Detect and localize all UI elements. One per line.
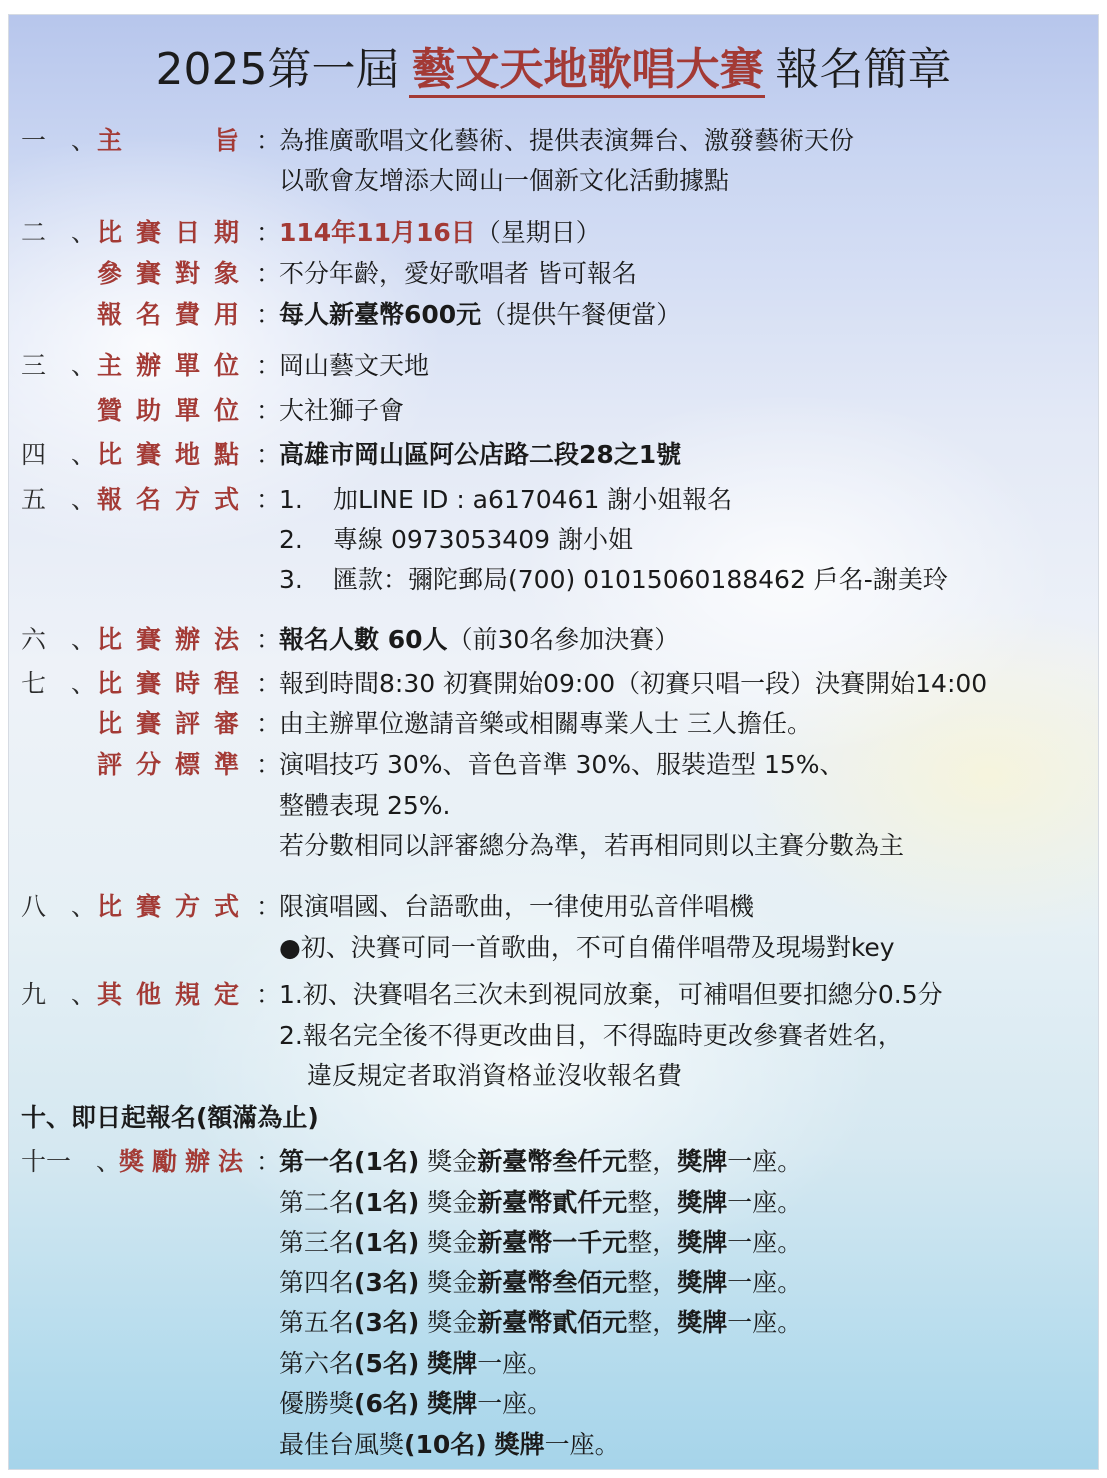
prize-item bbox=[279, 1263, 802, 1303]
colon: ： bbox=[256, 669, 282, 698]
prize-rank: 優勝獎 bbox=[279, 1389, 355, 1418]
item-text: 專線 0973053409 謝小姐 bbox=[333, 525, 633, 554]
prize-medal: 獎牌 bbox=[427, 1349, 478, 1378]
section-format bbox=[9, 887, 1098, 927]
prize-count: (3名) bbox=[354, 1308, 420, 1337]
prize-medal: 獎牌 bbox=[677, 1188, 728, 1217]
prize-item bbox=[279, 1142, 802, 1182]
purpose-line-1: 為推廣歌唱文化藝術、提供表演舞台、激發藝術天份 bbox=[279, 126, 855, 155]
section-scoring bbox=[9, 745, 1098, 785]
section-awards bbox=[9, 1142, 1098, 1182]
section-number: 二 、 bbox=[21, 218, 97, 247]
awards-row-4 bbox=[9, 1263, 1098, 1303]
prize-medal: 獎牌 bbox=[494, 1430, 545, 1459]
section-fee bbox=[9, 295, 1098, 335]
title-suffix: 報名簡章 bbox=[775, 44, 952, 95]
section-number: 四 、 bbox=[21, 440, 97, 469]
venue-value: 高雄市岡山區阿公店路二段28之1號 bbox=[279, 440, 682, 469]
prize-rank: 第六名 bbox=[279, 1349, 355, 1378]
prize-tail: 一座。 bbox=[477, 1389, 553, 1418]
colon: ： bbox=[256, 485, 282, 514]
prize-count: (1名) bbox=[354, 1228, 420, 1257]
sponsor-value: 大社獅子會 bbox=[279, 396, 405, 425]
prize-end: 整， bbox=[627, 1228, 678, 1257]
scoring-line-2: 整體表現 25%. bbox=[279, 791, 451, 820]
schedule-label: 比賽時程 bbox=[97, 669, 239, 698]
section-sponsor bbox=[9, 391, 1098, 431]
fee-label: 報名費用 bbox=[97, 300, 239, 329]
section-rules bbox=[9, 975, 1098, 1015]
section-register-open bbox=[9, 1098, 1098, 1138]
prize-medal: 獎牌 bbox=[677, 1147, 728, 1176]
section-number: 七 、 bbox=[21, 669, 97, 698]
section-number: 十一 、 bbox=[21, 1147, 122, 1176]
section-target bbox=[9, 254, 1098, 294]
prize-tail: 一座。 bbox=[727, 1228, 803, 1257]
section-label: 主 旨 bbox=[97, 126, 239, 155]
date-text: 114年11月16日 bbox=[279, 218, 476, 247]
register-row-3 bbox=[9, 560, 1098, 600]
awards-row-7 bbox=[9, 1384, 1098, 1424]
section-register bbox=[9, 480, 1098, 520]
item-number: 2. bbox=[279, 525, 303, 554]
item-text: 加LINE ID : a6170461 謝小姐報名 bbox=[333, 485, 733, 514]
section-number: 八 、 bbox=[21, 892, 97, 921]
register-item-1 bbox=[279, 480, 732, 520]
format-line-1: 限演唱國、台語歌曲，一律使用弘音伴唱機 bbox=[279, 892, 755, 921]
section-venue bbox=[9, 435, 1098, 475]
method-count: 報名人數 60人 bbox=[279, 625, 448, 654]
colon: ： bbox=[256, 218, 282, 247]
prize-mid: 獎金 bbox=[419, 1147, 478, 1176]
prize-item bbox=[279, 1425, 620, 1465]
judges-value: 由主辦單位邀請音樂或相關專業人士 三人擔任。 bbox=[279, 709, 812, 738]
prize-rank: 第四名 bbox=[279, 1268, 355, 1297]
prize-rank: 第一名 bbox=[279, 1147, 355, 1176]
prize-rank: 第三名 bbox=[279, 1228, 355, 1257]
prize-rank: 最佳台風獎 bbox=[279, 1430, 405, 1459]
prize-mid: 獎金 bbox=[419, 1268, 478, 1297]
venue-label: 比賽地點 bbox=[97, 440, 239, 469]
scoring-row-3 bbox=[9, 826, 1098, 866]
prize-item bbox=[279, 1223, 802, 1263]
prize-tail: 一座。 bbox=[727, 1268, 803, 1297]
section-method bbox=[9, 620, 1098, 660]
section-purpose-cont bbox=[9, 161, 1098, 201]
item-text: 匯款：彌陀郵局(700) 01015060188462 戶名-謝美玲 bbox=[333, 565, 948, 594]
colon: ： bbox=[256, 396, 282, 425]
rules-line-3: 違反規定者取消資格並沒收報名費 bbox=[307, 1061, 683, 1090]
colon: ： bbox=[256, 259, 282, 288]
colon: ： bbox=[256, 440, 282, 469]
section-number: 五 、 bbox=[21, 485, 97, 514]
item-number: 1. bbox=[279, 485, 303, 514]
prize-item bbox=[279, 1183, 802, 1223]
prize-mid: 獎金 bbox=[419, 1228, 478, 1257]
section-schedule bbox=[9, 664, 1098, 704]
prize-amount: 新臺幣叁佰元 bbox=[477, 1268, 628, 1297]
host-value: 岡山藝文天地 bbox=[279, 351, 430, 380]
prize-item bbox=[279, 1303, 802, 1343]
rules-row-3 bbox=[9, 1056, 1098, 1096]
section-number: 一 、 bbox=[21, 126, 97, 155]
date-weekday: （星期日） bbox=[475, 218, 601, 247]
prize-tail: 一座。 bbox=[477, 1349, 553, 1378]
fee-amount: 每人新臺幣600元 bbox=[279, 300, 482, 329]
colon: ： bbox=[256, 126, 282, 155]
colon: ： bbox=[256, 351, 282, 380]
purpose-line-2: 以歌會友增添大岡山一個新文化活動據點 bbox=[279, 166, 730, 195]
awards-row-5 bbox=[9, 1303, 1098, 1343]
judges-label: 比賽評審 bbox=[97, 709, 239, 738]
prize-rank: 第二名 bbox=[279, 1188, 355, 1217]
sponsor-label: 贊助單位 bbox=[97, 396, 239, 425]
awards-row-6 bbox=[9, 1344, 1098, 1384]
rules-line-2: 2.報名完全後不得更改曲目，不得臨時更改參賽者姓名， bbox=[279, 1021, 903, 1050]
section-number: 九 、 bbox=[21, 980, 97, 1009]
colon: ： bbox=[256, 980, 282, 1009]
colon: ： bbox=[256, 750, 282, 779]
prize-count: (1名) bbox=[354, 1147, 420, 1176]
rules-line-1: 1.初、決賽唱名三次未到視同放棄，可補唱但要扣總分0.5分 bbox=[279, 980, 943, 1009]
prize-amount: 新臺幣貳佰元 bbox=[477, 1308, 628, 1337]
prize-medal: 獎牌 bbox=[677, 1268, 728, 1297]
prize-mid bbox=[487, 1430, 495, 1459]
target-label: 參賽對象 bbox=[97, 259, 239, 288]
fee-note: （提供午餐便當） bbox=[481, 300, 682, 329]
colon: ： bbox=[256, 1147, 282, 1176]
prize-count: (6名) bbox=[354, 1389, 420, 1418]
prize-mid: 獎金 bbox=[419, 1308, 478, 1337]
section-number: 三 、 bbox=[21, 351, 97, 380]
fee-value bbox=[279, 295, 681, 335]
target-value: 不分年齡，愛好歌唱者 皆可報名 bbox=[279, 259, 637, 288]
prize-count: (5名) bbox=[354, 1349, 420, 1378]
prize-end: 整， bbox=[627, 1308, 678, 1337]
prize-tail: 一座。 bbox=[727, 1147, 803, 1176]
register-open-text: 十、即日起報名(額滿為止) bbox=[21, 1103, 319, 1132]
prize-count: (3名) bbox=[354, 1268, 420, 1297]
prize-mid: 獎金 bbox=[419, 1188, 478, 1217]
item-number: 3. bbox=[279, 565, 303, 594]
awards-row-2 bbox=[9, 1183, 1098, 1223]
rules-row-2 bbox=[9, 1016, 1098, 1056]
register-label: 報名方式 bbox=[97, 485, 239, 514]
title-prefix: 2025第一屆 bbox=[155, 44, 400, 95]
format-row-2 bbox=[9, 928, 1098, 968]
prize-end: 整， bbox=[627, 1268, 678, 1297]
scoring-line-3: 若分數相同以評審總分為準，若再相同則以主賽分數為主 bbox=[279, 831, 905, 860]
prize-rank: 第五名 bbox=[279, 1308, 355, 1337]
section-host bbox=[9, 346, 1098, 386]
prize-count: (10名) bbox=[404, 1430, 487, 1459]
scoring-label: 評分標準 bbox=[97, 750, 239, 779]
colon: ： bbox=[256, 709, 282, 738]
prize-end: 整， bbox=[627, 1188, 678, 1217]
colon: ： bbox=[256, 300, 282, 329]
prize-medal: 獎牌 bbox=[427, 1389, 478, 1418]
colon: ： bbox=[256, 625, 282, 654]
awards-row-8 bbox=[9, 1425, 1098, 1465]
section-purpose bbox=[9, 121, 1098, 161]
poster bbox=[8, 14, 1099, 1470]
prize-item bbox=[279, 1344, 552, 1384]
register-item-3 bbox=[279, 560, 948, 600]
poster-title bbox=[9, 45, 1098, 95]
prize-tail: 一座。 bbox=[727, 1188, 803, 1217]
title-highlight: 藝文天地歌唱大賽 bbox=[409, 44, 765, 98]
section-judges bbox=[9, 704, 1098, 744]
awards-row-3 bbox=[9, 1223, 1098, 1263]
register-item-2 bbox=[279, 520, 633, 560]
date-label: 比賽日期 bbox=[97, 218, 239, 247]
prize-amount: 新臺幣叁仟元 bbox=[477, 1147, 628, 1176]
colon: ： bbox=[256, 892, 282, 921]
section-number: 六 、 bbox=[21, 625, 97, 654]
prize-tail: 一座。 bbox=[544, 1430, 620, 1459]
format-line-2: ●初、決賽可同一首歌曲，不可自備伴唱帶及現場對key bbox=[279, 933, 895, 962]
prize-count: (1名) bbox=[354, 1188, 420, 1217]
schedule-value: 報到時間8:30 初賽開始09:00（初賽只唱一段）決賽開始14:00 bbox=[279, 669, 988, 698]
prize-medal: 獎牌 bbox=[677, 1308, 728, 1337]
register-row-2 bbox=[9, 520, 1098, 560]
date-value bbox=[279, 213, 601, 253]
prize-end: 整， bbox=[627, 1147, 678, 1176]
prize-tail: 一座。 bbox=[727, 1308, 803, 1337]
prize-medal: 獎牌 bbox=[677, 1228, 728, 1257]
scoring-line-1: 演唱技巧 30%、音色音準 30%、服裝造型 15%、 bbox=[279, 750, 845, 779]
prize-amount: 新臺幣一千元 bbox=[477, 1228, 628, 1257]
awards-label: 獎勵辦法 bbox=[119, 1147, 243, 1176]
method-note: （前30名參加決賽） bbox=[447, 625, 680, 654]
scoring-row-2 bbox=[9, 786, 1098, 826]
method-value bbox=[279, 620, 679, 660]
method-label: 比賽辦法 bbox=[97, 625, 239, 654]
prize-item bbox=[279, 1384, 552, 1424]
section-date bbox=[9, 213, 1098, 253]
host-label: 主辦單位 bbox=[97, 351, 239, 380]
rules-label: 其他規定 bbox=[97, 980, 239, 1009]
prize-amount: 新臺幣貳仟元 bbox=[477, 1188, 628, 1217]
format-label: 比賽方式 bbox=[97, 892, 239, 921]
